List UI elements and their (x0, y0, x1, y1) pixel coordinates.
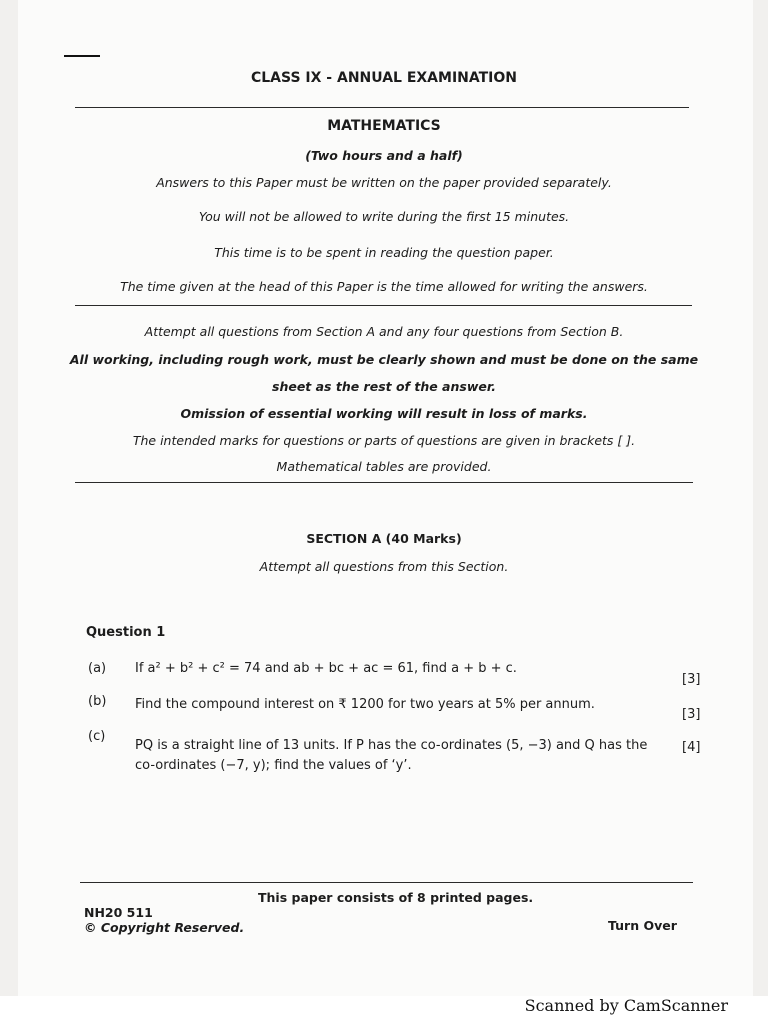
question-title: Question 1 (86, 625, 166, 640)
note-1: Answers to this Paper must be written on the paper provided separately. (156, 175, 612, 190)
part-c-text-line2: co-ordinates (−7, y); find the values of ‘y’. (135, 758, 412, 773)
instruction-3: sheet as the rest of the answer. (272, 379, 496, 394)
note-4: The time given at the head of this Paper is the time allowed for writing the answers. (120, 279, 648, 294)
note-2: You will not be allowed to write during the first 15 minutes. (198, 209, 570, 224)
paper-code: NH20 511 (84, 905, 153, 920)
section-title: SECTION A (40 Marks) (306, 531, 462, 546)
part-b-marks: [3] (682, 707, 701, 722)
part-c-marks: [4] (682, 740, 701, 755)
instruction-1: Attempt all questions from Section A and any four questions from Section B. (144, 324, 624, 339)
pages-note: This paper consists of 8 printed pages. (258, 890, 534, 905)
turn-over: Turn Over (608, 918, 677, 933)
part-b-label: (b) (88, 694, 107, 709)
copyright: © Copyright Reserved. (84, 920, 245, 935)
divider-1 (75, 107, 689, 108)
duration: (Two hours and a half) (305, 148, 463, 163)
part-b-text: Find the compound interest on ₹ 1200 for two years at 5% per annum. (135, 697, 595, 712)
section-subtitle: Attempt all questions from this Section. (259, 559, 509, 574)
instruction-4: Omission of essential working will result in loss of marks. (180, 406, 588, 421)
exam-title: CLASS IX - ANNUAL EXAMINATION (250, 70, 517, 86)
subject-title: MATHEMATICS (327, 118, 441, 134)
part-a-label: (a) (88, 661, 107, 676)
instruction-6: Mathematical tables are provided. (276, 459, 492, 474)
part-a-text: If a² + b² + c² = 74 and ab + bc + ac = 61, find a + b + c. (135, 661, 517, 676)
instruction-5: The intended marks for questions or parts of questions are given in brackets [ ]. (132, 433, 636, 448)
divider-2 (75, 305, 692, 306)
part-c-label: (c) (88, 729, 106, 744)
footer-divider (80, 882, 693, 883)
part-a-marks: [3] (682, 672, 701, 687)
divider-3 (75, 482, 693, 483)
camscanner-watermark: Scanned by CamScanner (524, 996, 728, 1015)
instruction-2: All working, including rough work, must be clearly shown and must be done on the same (69, 352, 699, 367)
note-3: This time is to be spent in reading the question paper. (214, 245, 554, 260)
part-c-text-line1: PQ is a straight line of 13 units. If P has the co-ordinates (5, −3) and Q has the (135, 738, 648, 753)
corner-mark (64, 55, 100, 57)
